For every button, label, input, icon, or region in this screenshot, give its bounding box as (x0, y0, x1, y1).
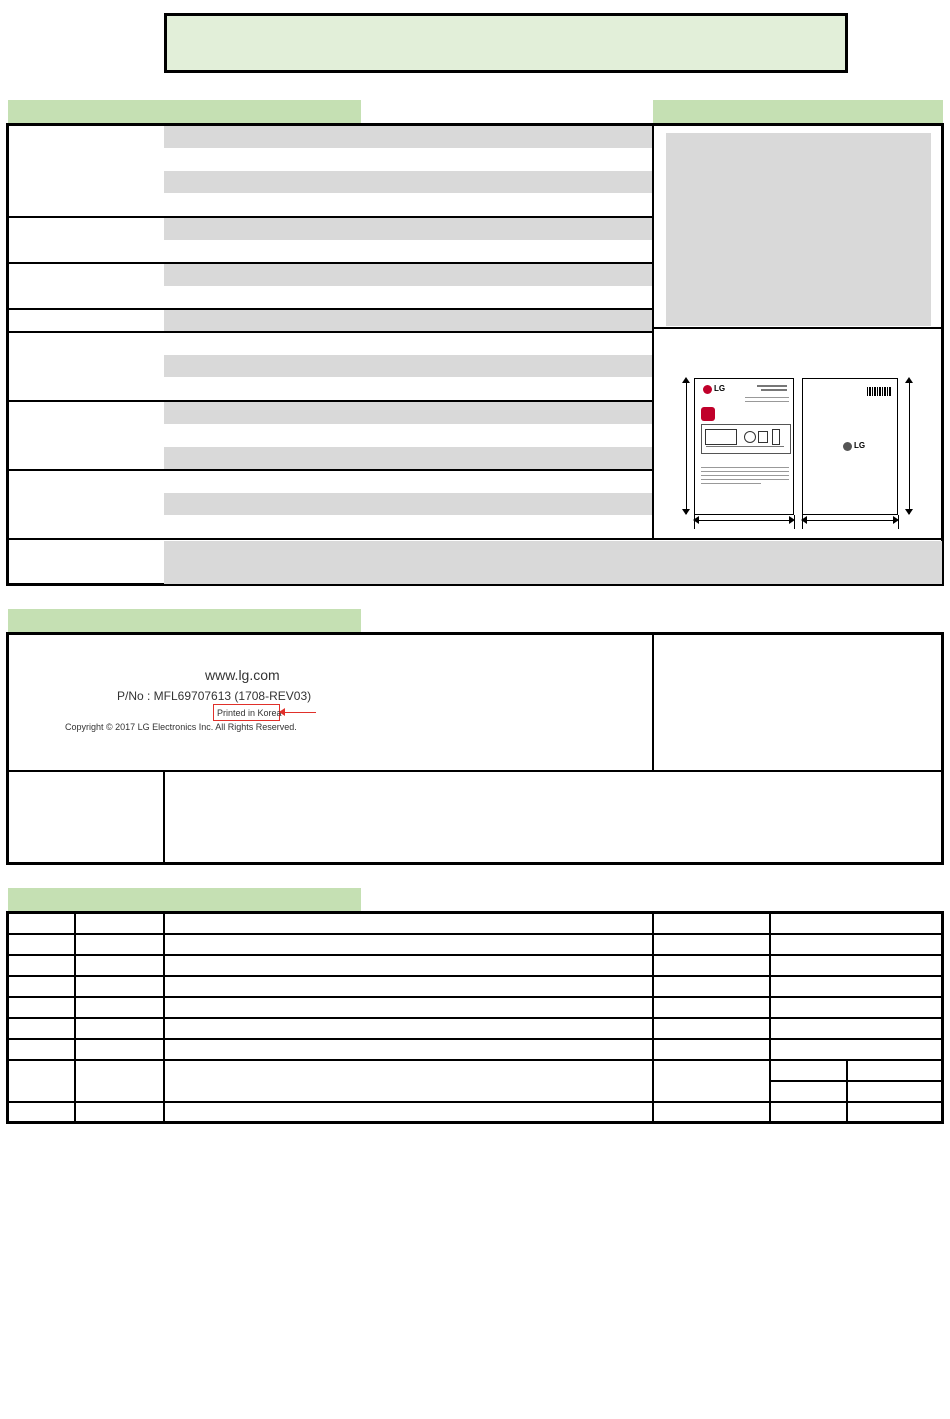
manual-back-page (802, 378, 898, 515)
spec-row-separator (8, 538, 942, 540)
width-dimension-line (695, 520, 793, 521)
product-badge-icon (701, 407, 715, 421)
lg-logo-icon (843, 442, 852, 451)
section-tab-specification (8, 100, 361, 123)
spec-value-row (164, 355, 652, 377)
barcode-icon (867, 387, 891, 396)
label-origin: Printed in Korea (217, 708, 282, 718)
label-website: www.lg.com (205, 667, 280, 683)
label-table-separator (8, 770, 942, 772)
manual-back-logo: LG (854, 441, 866, 450)
section-tab-preview (653, 100, 943, 123)
arrow-up-icon (682, 377, 690, 383)
label-part-number: P/No : MFL69707613 (1708-REV03) (117, 689, 312, 703)
front-text-line (745, 397, 789, 398)
preview-separator (654, 327, 942, 329)
arrow-left-icon (279, 708, 285, 716)
spec-value-row (164, 447, 652, 469)
spec-row-separator (8, 308, 652, 310)
revision-col-line (74, 912, 76, 1122)
revision-col-line (652, 912, 654, 1122)
revision-row-line (8, 1038, 942, 1040)
arrow-up-icon (905, 377, 913, 383)
spec-row-separator (8, 216, 652, 218)
revision-row-line (8, 975, 942, 977)
height-dimension-line (686, 379, 687, 514)
dimension-tick (794, 515, 795, 529)
height-dimension-line (909, 379, 910, 514)
arrow-down-icon (905, 509, 913, 515)
spec-value-row (164, 264, 652, 286)
monitor-icon (705, 429, 737, 445)
dimension-tick (802, 515, 803, 529)
spec-preview-divider (652, 124, 654, 539)
front-product-illustration (701, 424, 791, 454)
width-dimension-line (803, 520, 897, 521)
section-tab-label (8, 609, 361, 632)
section-tab-revision (8, 888, 361, 911)
dimension-tick (694, 515, 695, 529)
spec-value-row (164, 493, 652, 515)
spec-row-separator (8, 331, 652, 333)
revision-row-line (8, 996, 942, 998)
front-text-line (701, 467, 789, 468)
front-text-line (701, 471, 789, 472)
revision-col-line (163, 912, 165, 1122)
front-text-line (745, 401, 789, 402)
front-heading-line (761, 389, 787, 391)
revision-row-line (8, 933, 942, 935)
front-heading-line (757, 385, 787, 387)
front-text-line (701, 479, 789, 480)
front-cable-line (706, 446, 784, 447)
label-copyright: Copyright © 2017 LG Electronics Inc. All Rights Reserved. (65, 722, 297, 732)
label-table (6, 632, 944, 865)
spec-row-separator (8, 262, 652, 264)
spec-row-separator (8, 469, 652, 471)
manual-front-logo: LG (714, 384, 726, 393)
label-table-divider (163, 771, 165, 863)
spec-value-row (164, 218, 652, 240)
preview-image-placeholder (666, 133, 931, 326)
spec-row-separator (8, 400, 652, 402)
spec-value-row (164, 310, 652, 332)
manual-front-page (694, 378, 794, 515)
spec-value-row-wide (164, 541, 942, 584)
revision-row-line (770, 1080, 942, 1082)
dimension-tick (898, 515, 899, 529)
revision-row-line (8, 954, 942, 956)
arrow-down-icon (682, 509, 690, 515)
lg-logo-icon (703, 385, 712, 394)
accessory-icon (744, 431, 756, 443)
revision-col-line (769, 912, 771, 1122)
spec-value-row (164, 402, 652, 424)
accessory-icon (758, 431, 768, 443)
revision-row-line (8, 1059, 942, 1061)
spec-value-row (164, 126, 652, 148)
front-text-line (701, 483, 761, 484)
annotation-arrow-line (283, 712, 316, 713)
label-table-divider (652, 633, 654, 771)
accessory-icon (772, 429, 780, 445)
revision-col-line (846, 1060, 848, 1122)
title-banner (164, 13, 848, 73)
spec-value-row (164, 171, 652, 193)
front-text-line (701, 475, 789, 476)
revision-row-line (8, 1101, 942, 1103)
revision-row-line (8, 1017, 942, 1019)
